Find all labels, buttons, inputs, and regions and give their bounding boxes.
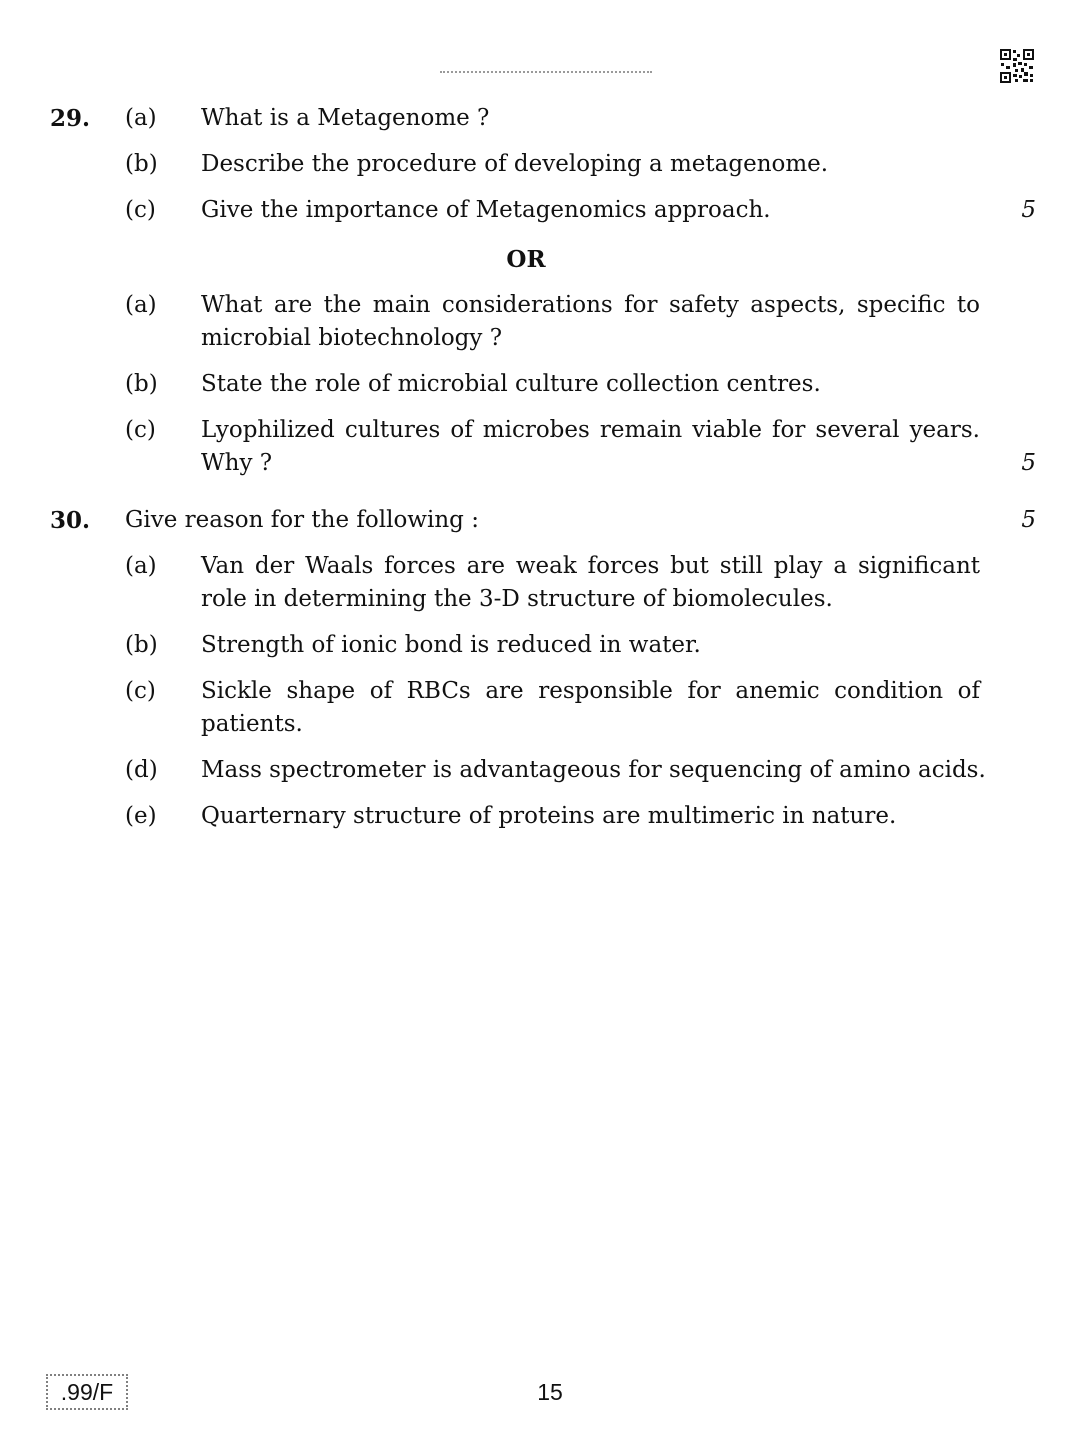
q29-alt-a-line2: microbial biotechnology ?: [201, 325, 503, 351]
q29-c-label: (c): [125, 197, 156, 223]
q29-alt-c-label: (c): [125, 417, 156, 443]
q29-alt-c-line2: Why ?: [201, 450, 273, 476]
q29-a-text: What is a Metagenome ?: [201, 105, 490, 131]
q30-b-text: Strength of ionic bond is reduced in water.: [201, 632, 701, 658]
question-29-number: 29.: [50, 105, 91, 132]
q29-alt-a-line1: What are the main considerations for safety aspects, specific to: [201, 292, 980, 318]
page-number: 15: [537, 1379, 563, 1405]
q30-a-line2: role in determining the 3-D structure of biomolecules.: [201, 586, 833, 612]
q29-marks: 5: [1021, 197, 1036, 223]
q30-c-label: (c): [125, 678, 156, 704]
q29-alt-marks: 5: [1021, 450, 1036, 476]
q30-c-line1: Sickle shape of RBCs are responsible for anemic condition of: [201, 678, 980, 704]
or-separator: OR: [506, 246, 546, 273]
q30-a-label: (a): [125, 553, 157, 579]
q29-alt-b-label: (b): [125, 371, 158, 397]
q30-b-label: (b): [125, 632, 158, 658]
q30-a-line1: Van der Waals forces are weak forces but still play a significant: [201, 553, 980, 579]
q30-marks: 5: [1021, 507, 1036, 533]
q29-alt-c-line1: Lyophilized cultures of microbes remain viable for several years.: [201, 417, 980, 443]
q29-alt-a-label: (a): [125, 292, 157, 318]
q30-stem: Give reason for the following :: [125, 507, 479, 533]
q29-c-text: Give the importance of Metagenomics approach.: [201, 197, 771, 223]
question-30-number: 30.: [50, 507, 91, 534]
q30-c-line2: patients.: [201, 711, 303, 737]
paper-code-box: .99/F: [46, 1374, 128, 1410]
q30-e-text: Quarternary structure of proteins are multimeric in nature.: [201, 803, 897, 829]
qr-code-icon: [999, 48, 1035, 84]
header-dotted-line: [440, 71, 652, 76]
q29-b-label: (b): [125, 151, 158, 177]
q29-a-label: (a): [125, 105, 157, 131]
q29-alt-b-text: State the role of microbial culture collection centres.: [201, 371, 821, 397]
q30-d-text: Mass spectrometer is advantageous for sequencing of amino acids.: [201, 757, 986, 783]
q30-e-label: (e): [125, 803, 157, 829]
q29-b-text: Describe the procedure of developing a metagenome.: [201, 151, 829, 177]
q30-d-label: (d): [125, 757, 158, 783]
